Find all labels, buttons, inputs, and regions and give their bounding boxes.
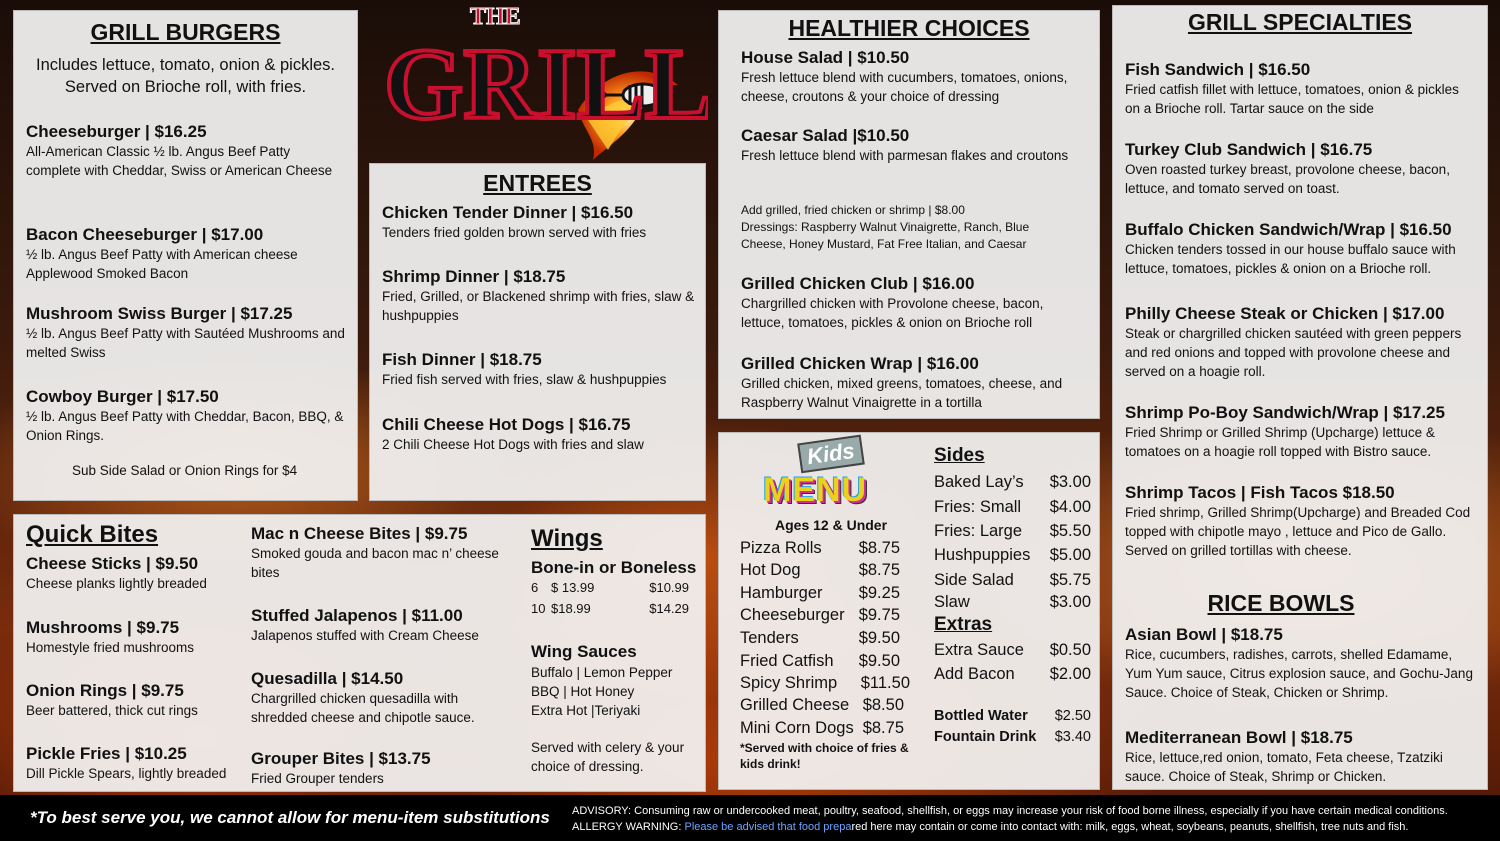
item-name: Grouper Bites | $13.75 (251, 749, 431, 768)
item-name: Spicy Shrimp (740, 674, 838, 692)
menu-item (1125, 59, 1477, 118)
rice-bowls-title: RICE BOWLS (1207, 590, 1355, 616)
item-desc: ½ lb. Angus Beef Patty with Sautéed Mushrooms and melted Swiss (26, 326, 345, 360)
item-name: Cheeseburger | $16.25 (26, 122, 207, 141)
item-name: Stuffed Jalapenos | $11.00 (251, 606, 463, 625)
item-name: Caesar Salad |$10.50 (741, 126, 910, 145)
item-desc: Chicken tenders tossed in our house buffalo sauce with lettuce, tomatoes, pickles & onion on a Brioche roll. (1125, 242, 1456, 276)
item-name: Onion Rings | $9.75 (26, 681, 184, 700)
menu-item (26, 224, 347, 283)
logo-the-text: THE (470, 4, 521, 30)
item-desc: All-American Classic ½ lb. Angus Beef Patty complete with Cheddar, Swiss or American Cheese (26, 144, 333, 178)
drink-item (934, 726, 1091, 748)
wings-boneless-price: $14.29 (649, 601, 689, 616)
item-name: Fries: Large (934, 522, 1023, 540)
item-name: Extra Sauce (934, 641, 1024, 659)
item-name: Grilled Chicken Club | $16.00 (741, 274, 975, 293)
menu-item (741, 125, 1089, 165)
menu-item (741, 273, 1089, 332)
side-item (934, 520, 1091, 542)
item-name: Mini Corn Dogs (740, 719, 854, 737)
kids-item (740, 627, 900, 649)
item-name: Fountain Drink (934, 729, 1037, 745)
item-desc: Grilled chicken, mixed greens, tomatoes, cheese, and Raspberry Walnut Vinaigrette in a tortilla (741, 376, 1063, 410)
menu-item (382, 266, 695, 325)
allergy-label: ALLERGY WARNING: (572, 821, 685, 833)
item-price: $9.50 (858, 652, 900, 670)
item-name: Shrimp Dinner | $18.75 (382, 267, 566, 286)
kids-logo-bottom: MENU (763, 471, 868, 509)
wing-sauces-title: Wing Sauces (531, 642, 637, 661)
item-name: Turkey Club Sandwich | $16.75 (1125, 140, 1373, 159)
add-protein-note: Add grilled, fried chicken or shrimp | $8.00 (741, 203, 965, 217)
item-name: Shrimp Po-Boy Sandwich/Wrap | $17.25 (1125, 403, 1445, 422)
item-price: $4.00 (1049, 498, 1091, 516)
item-price: $3.00 (1049, 473, 1091, 491)
kids-ages: Ages 12 & Under (775, 517, 888, 533)
item-name: Asian Bowl | $18.75 (1125, 625, 1283, 644)
item-desc: Fresh lettuce blend with parmesan flakes and croutons (741, 148, 1069, 163)
item-name: Slaw (934, 593, 970, 611)
item-name: Buffalo Chicken Sandwich/Wrap | $16.50 (1125, 220, 1452, 239)
item-desc: 2 Chili Cheese Hot Dogs with fries and slaw (382, 437, 644, 452)
wings-title: Wings (531, 525, 603, 552)
item-desc: Smoked gouda and bacon mac n’ cheese bites (251, 546, 499, 580)
item-name: Tenders (740, 629, 799, 647)
wings-count: 6 (531, 580, 539, 595)
healthier-choices-title: HEALTHIER CHOICES (788, 15, 1030, 41)
wing-sauce-line: Extra Hot |Teriyaki (531, 703, 641, 718)
item-desc: Chargrilled chicken quesadilla with shredded cheese and chipotle sauce. (251, 691, 475, 725)
side-item (934, 496, 1091, 518)
menu-item (26, 617, 246, 657)
menu-item (382, 349, 695, 389)
item-name: Side Salad (934, 571, 1014, 589)
entrees-panel (369, 163, 706, 501)
side-item (934, 544, 1091, 566)
item-name: Add Bacon (934, 665, 1015, 683)
kids-item (740, 717, 904, 739)
item-price: $3.40 (1054, 729, 1091, 745)
wings-bone-in-price: $18.99 (551, 601, 591, 616)
item-name: Chili Cheese Hot Dogs | $16.75 (382, 415, 631, 434)
wing-sauce-line: BBQ | Hot Honey (531, 684, 635, 699)
item-desc: Steak or chargrilled chicken sautéed with green peppers and red onions and topped with provolone cheese and served on a hoagie roll. (1125, 326, 1462, 379)
item-name: Grilled Cheese (740, 696, 850, 714)
grill-burgers-title: GRILL BURGERS (90, 19, 281, 45)
item-price: $11.50 (860, 674, 910, 692)
grill-specialties-panel (1112, 5, 1488, 790)
side-item (934, 471, 1091, 493)
menu-item (26, 121, 347, 180)
item-name: Cowboy Burger | $17.50 (26, 387, 219, 406)
item-name: Hamburger (740, 584, 823, 602)
item-price: $9.25 (858, 584, 900, 602)
item-name: Bacon Cheeseburger | $17.00 (26, 225, 264, 244)
logo-graphic (378, 0, 708, 165)
menu-item (26, 303, 347, 362)
item-price: $2.00 (1049, 665, 1091, 683)
advisory-notice (572, 803, 1492, 835)
item-name: Chicken Tender Dinner | $16.50 (382, 203, 634, 222)
extra-item (934, 663, 1091, 685)
item-name: House Salad | $10.50 (741, 48, 910, 67)
allergy-highlight: Please be advised that food prepa (684, 821, 852, 833)
item-price: $5.50 (1049, 522, 1091, 540)
menu-item (1125, 402, 1477, 461)
the-grill-logo (378, 0, 708, 165)
menu-item (382, 202, 695, 242)
grill-burgers-panel (13, 10, 358, 501)
item-desc: Fried Shrimp or Grilled Shrimp (Upcharge) lettuce & tomatoes on a hoagie roll topped with Bistro sauce. (1125, 425, 1435, 459)
item-name: Philly Cheese Steak or Chicken | $17.00 (1125, 304, 1445, 323)
allergy-warning (572, 819, 1492, 835)
menu-item (741, 47, 1089, 106)
item-name: Fish Sandwich | $16.50 (1125, 60, 1311, 79)
item-price: $8.75 (858, 561, 900, 579)
item-name: Pizza Rolls (740, 539, 822, 557)
grill-burgers-intro: Includes lettuce, tomato, onion & pickles. Served on Brioche roll, with fries. (36, 56, 335, 96)
wings-bone-in-price: $ 13.99 (551, 580, 595, 595)
healthier-choices-panel (718, 10, 1100, 419)
menu-item (382, 414, 695, 454)
kids-item (740, 582, 900, 604)
kids-item (740, 559, 900, 581)
item-price: $5.75 (1049, 571, 1091, 589)
menu-item (1125, 482, 1477, 560)
item-price: $9.75 (858, 606, 900, 624)
kids-item (740, 694, 904, 716)
item-price: $8.50 (862, 696, 904, 714)
wings-served-note: Served with celery & your choice of dressing. (531, 740, 685, 774)
item-name: Cheeseburger (740, 606, 845, 624)
kids-item (740, 672, 910, 694)
menu-item (1125, 624, 1477, 702)
quick-bites-panel (13, 514, 706, 792)
item-desc: Chargrilled chicken with Provolone cheese, bacon, lettuce, tomatoes, pickles & onion on Brioche roll (741, 296, 1044, 330)
item-name: Mushroom Swiss Burger | $17.25 (26, 304, 293, 323)
substitution-notice: *To best serve you, we cannot allow for menu-item substitutions (30, 808, 550, 827)
item-desc: Jalapenos stuffed with Cream Cheese (251, 628, 479, 643)
item-price: $5.00 (1049, 546, 1091, 564)
item-desc: Fresh lettuce blend with cucumbers, tomatoes, onions, cheese, croutons & your choice of dressing (741, 70, 1068, 104)
item-name: Bottled Water (934, 708, 1028, 724)
kids-item (740, 650, 900, 672)
item-name: Mushrooms | $9.75 (26, 618, 180, 637)
kids-sides-panel (718, 432, 1100, 790)
menu-item (251, 605, 521, 645)
wings-count: 10 (531, 601, 546, 616)
menu-item (26, 743, 254, 783)
item-desc: Fried shrimp, Grilled Shrimp(Upcharge) and Breaded Cod topped with chipotle mayo , lettuce and Pico de Gallo. Served on grilled tortillas with cheese. (1125, 505, 1471, 558)
menu-item (251, 668, 511, 727)
item-desc: Rice, cucumbers, radishes, carrots, shelled Edamame, Yum Yum sauce, Citrus explosion sauce, and Gochu-Jang Sauce. Choice of Steak, Chicken or Shrimp. (1125, 647, 1473, 700)
item-desc: Fried Grouper tenders (251, 771, 384, 786)
kids-logo-top: Kids (797, 435, 864, 474)
kids-item (740, 537, 900, 559)
item-price: $0.50 (1049, 641, 1091, 659)
kids-served-note: *Served with choice of fries & kids drink! (740, 741, 909, 771)
item-price: $2.50 (1054, 708, 1091, 724)
item-name: Grilled Chicken Wrap | $16.00 (741, 354, 979, 373)
menu-item (1125, 139, 1477, 198)
extras-title: Extras (934, 614, 993, 635)
item-desc: Cheese planks lightly breaded (26, 576, 207, 591)
wings-subtitle: Bone-in or Boneless (531, 558, 697, 577)
item-desc: Oven roasted turkey breast, provolone cheese, bacon, lettuce, and tomato served on toast. (1125, 162, 1450, 196)
menu-item (1125, 727, 1477, 786)
item-desc: ½ lb. Angus Beef Patty with Cheddar, Bacon, BBQ, & Onion Rings. (26, 409, 344, 443)
item-desc: Tenders fried golden brown served with fries (382, 225, 647, 240)
advisory-text: ADVISORY: Consuming raw or undercooked meat, poultry, seafood, shellfish, or eggs may increase your risk of food borne illness, especially if you have certain medical conditions. (572, 805, 1448, 817)
item-name: Fries: Small (934, 498, 1022, 516)
wings-boneless-price: $10.99 (649, 580, 689, 595)
side-item (934, 591, 1091, 613)
item-desc: ½ lb. Angus Beef Patty with American cheese Applewood Smoked Bacon (26, 247, 298, 281)
menu-item (26, 386, 347, 445)
menu-item (251, 748, 511, 788)
item-name: Fish Dinner | $18.75 (382, 350, 542, 369)
menu-item (1125, 219, 1477, 278)
wings-row (531, 599, 689, 619)
item-desc: Fried, Grilled, or Blackened shrimp with fries, slaw & hushpuppies (382, 289, 695, 323)
item-desc: Fried fish served with fries, slaw & hushpuppies (382, 372, 667, 387)
item-price: $3.00 (1049, 593, 1091, 611)
entrees-title: ENTREES (483, 170, 592, 196)
item-desc: Beer battered, thick cut rings (26, 703, 198, 718)
item-desc: Dill Pickle Spears, lightly breaded (26, 766, 227, 781)
item-name: Fried Catfish (740, 652, 834, 670)
item-price: $8.75 (858, 539, 900, 557)
item-name: Baked Lay’s (934, 473, 1024, 491)
quick-bites-title: Quick Bites (26, 521, 159, 548)
item-desc: Rice, lettuce,red onion, tomato, Feta cheese, Tzatziki sauce. Choice of Steak, Shrimp or Chicken. (1125, 750, 1443, 784)
item-name: Mediterranean Bowl | $18.75 (1125, 728, 1353, 747)
wing-sauce-line: Buffalo | Lemon Pepper (531, 665, 673, 680)
dressings-note: Dressings: Raspberry Walnut Vinaigrette, Ranch, Blue Cheese, Honey Mustard, Fat Free Italian, and Caesar (741, 220, 1030, 251)
grill-specialties-title: GRILL SPECIALTIES (1187, 9, 1413, 35)
menu-item (741, 353, 1089, 412)
burgers-sub-note: Sub Side Salad or Onion Rings for $4 (72, 463, 298, 478)
menu-item (26, 680, 246, 720)
menu-item (1125, 303, 1477, 381)
item-name: Cheese Sticks | $9.50 (26, 554, 199, 573)
item-name: Shrimp Tacos | Fish Tacos $18.50 (1125, 483, 1395, 502)
sides-title: Sides (934, 445, 985, 466)
logo-grill-text: GRILL (384, 28, 708, 141)
extra-item (934, 639, 1091, 661)
item-name: Quesadilla | $14.50 (251, 669, 404, 688)
kids-item (740, 604, 900, 626)
item-name: Hushpuppies (934, 546, 1031, 564)
menu-item (26, 553, 246, 593)
item-price: $9.50 (858, 629, 900, 647)
item-price: $8.75 (862, 719, 904, 737)
item-name: Hot Dog (740, 561, 801, 579)
side-item (934, 569, 1091, 591)
allergy-text: red here may contain or come into contact with: milk, eggs, wheat, soybeans, peanuts, shellfish, tree nuts and fish. (851, 821, 1409, 833)
item-name: Mac n Cheese Bites | $9.75 (251, 524, 468, 543)
kids-menu-logo (763, 439, 903, 511)
item-desc: Fried catfish fillet with lettuce, tomatoes, onion & pickles on a Brioche roll. Tartar sauce on the side (1125, 82, 1459, 116)
menu-item (251, 523, 521, 582)
drink-item (934, 705, 1091, 727)
wings-row (531, 578, 689, 598)
item-name: Pickle Fries | $10.25 (26, 744, 187, 763)
item-desc: Homestyle fried mushrooms (26, 640, 195, 655)
